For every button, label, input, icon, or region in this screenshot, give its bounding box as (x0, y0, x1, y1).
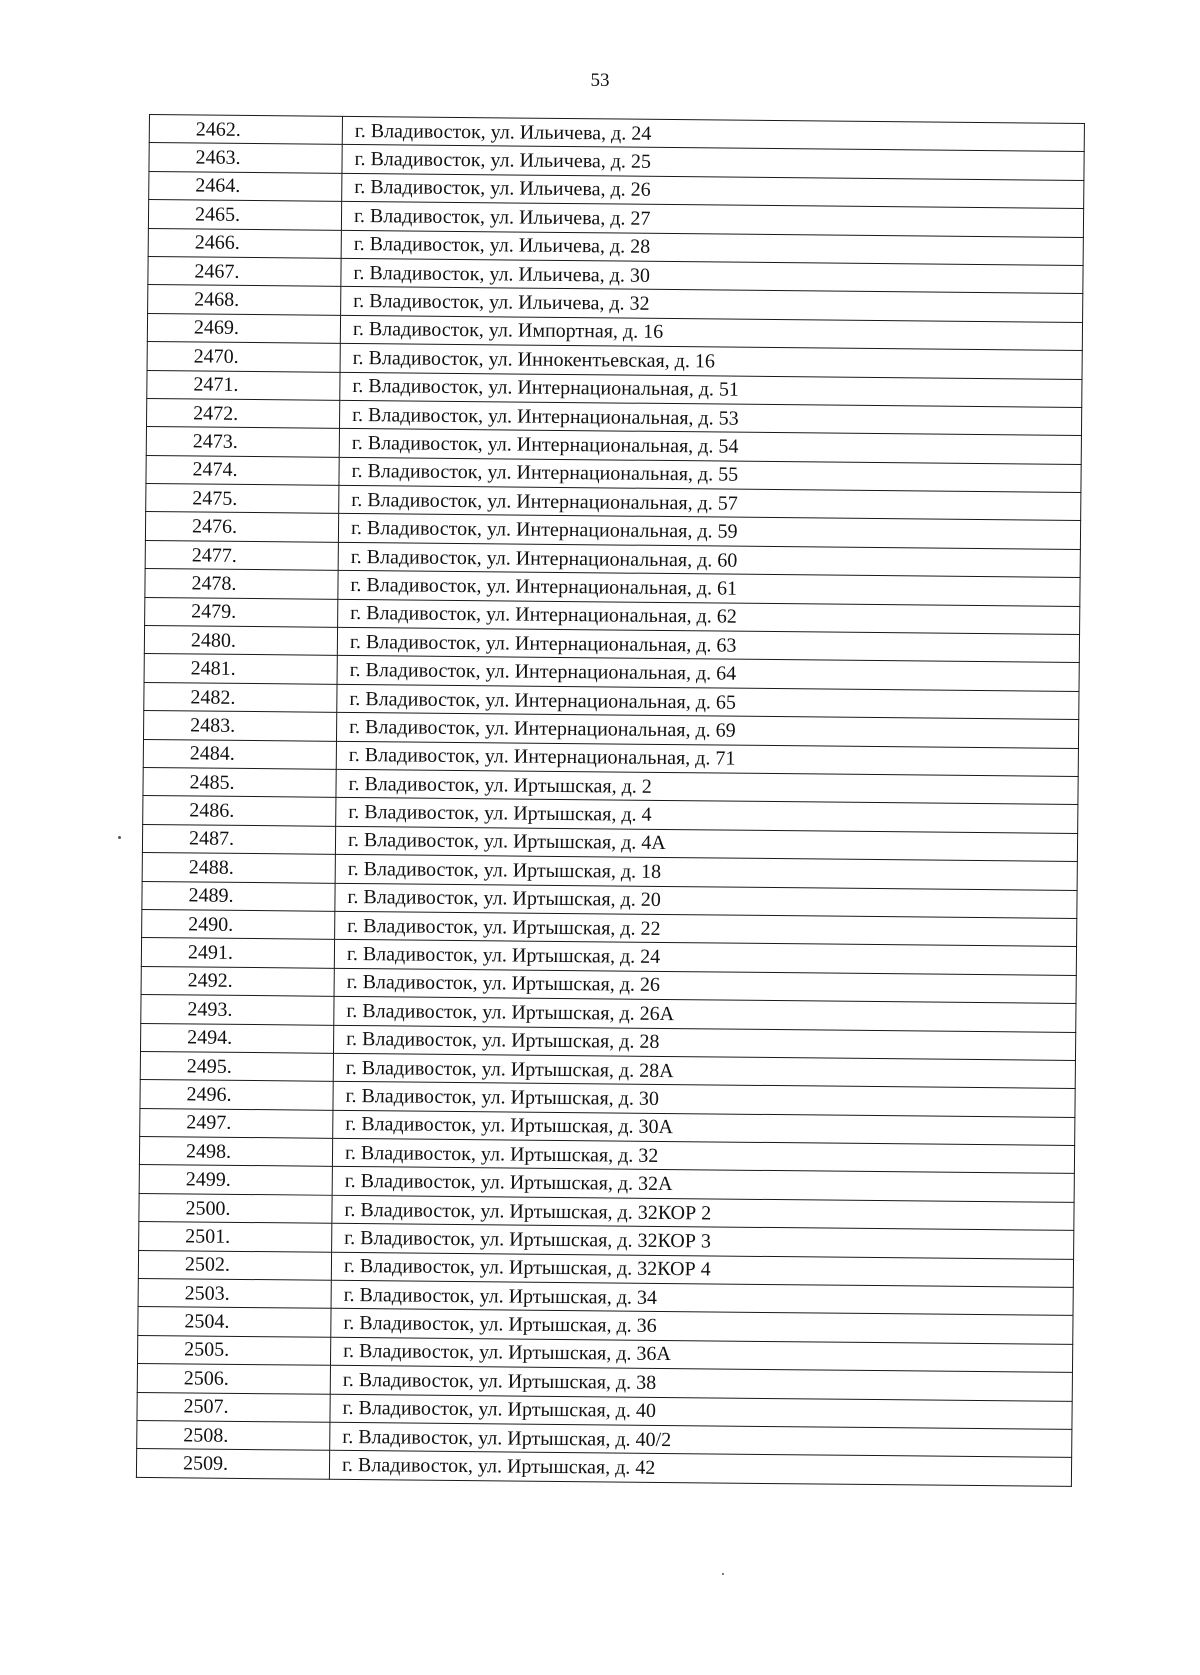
row-number-cell: 2472. (146, 398, 339, 428)
address-cell: г. Владивосток, ул. Иртышская, д. 4 (336, 798, 1078, 834)
scan-speck (118, 836, 121, 839)
address-cell: г. Владивосток, ул. Иртышская, д. 28 (333, 1025, 1075, 1061)
address-cell: г. Владивосток, ул. Интернациональная, д. 63 (337, 627, 1079, 663)
address-cell: г. Владивосток, ул. Иртышская, д. 42 (329, 1451, 1071, 1487)
row-number-cell: 2482. (144, 682, 337, 712)
row-number-cell: 2488. (142, 853, 335, 883)
address-cell: г. Владивосток, ул. Интернациональная, д. 64 (337, 656, 1079, 692)
address-cell: г. Владивосток, ул. Иртышская, д. 32КОР 4 (331, 1252, 1073, 1288)
row-number-cell: 2499. (139, 1165, 332, 1195)
address-cell: г. Владивосток, ул. Иртышская, д. 2 (336, 769, 1078, 805)
row-number-cell: 2500. (139, 1193, 332, 1223)
address-cell: г. Владивосток, ул. Ильичева, д. 28 (341, 230, 1083, 266)
address-cell: г. Владивосток, ул. Интернациональная, д. 59 (338, 514, 1080, 550)
address-cell: г. Владивосток, ул. Иртышская, д. 38 (330, 1365, 1072, 1401)
address-cell: г. Владивосток, ул. Интернациональная, д. 55 (339, 457, 1081, 493)
address-cell: г. Владивосток, ул. Ильичева, д. 30 (341, 258, 1083, 294)
address-cell: г. Владивосток, ул. Иртышская, д. 36 (331, 1309, 1073, 1345)
address-cell: г. Владивосток, ул. Иртышская, д. 40 (330, 1394, 1072, 1430)
address-cell: г. Владивосток, ул. Иртышская, д. 26 (334, 968, 1076, 1004)
row-number-cell: 2467. (148, 256, 341, 286)
row-number-cell: 2509. (136, 1449, 329, 1479)
address-cell: г. Владивосток, ул. Интернациональная, д. 51 (340, 372, 1082, 408)
address-cell: г. Владивосток, ул. Иннокентьевская, д. 16 (340, 343, 1082, 379)
row-number-cell: 2483. (143, 711, 336, 741)
row-number-cell: 2501. (139, 1222, 332, 1252)
row-number-cell: 2481. (144, 654, 337, 684)
row-number-cell: 2486. (143, 796, 336, 826)
row-number-cell: 2476. (145, 512, 338, 542)
row-number-cell: 2504. (138, 1307, 331, 1337)
row-number-cell: 2484. (143, 739, 336, 769)
address-cell: г. Владивосток, ул. Иртышская, д. 30А (333, 1110, 1075, 1146)
address-cell: г. Владивосток, ул. Иртышская, д. 28А (333, 1053, 1075, 1089)
address-cell: г. Владивосток, ул. Иртышская, д. 36А (330, 1337, 1072, 1373)
row-number-cell: 2468. (148, 285, 341, 315)
row-number-cell: 2462. (149, 115, 342, 145)
row-number-cell: 2493. (141, 995, 334, 1025)
address-table-wrapper (136, 114, 1085, 1487)
row-number-cell: 2466. (148, 228, 341, 258)
address-table (136, 114, 1085, 1487)
row-number-cell: 2478. (145, 569, 338, 599)
row-number-cell: 2470. (147, 342, 340, 372)
row-number-cell: 2506. (137, 1364, 330, 1394)
address-cell: г. Владивосток, ул. Интернациональная, д. 54 (339, 429, 1081, 465)
row-number-cell: 2480. (144, 626, 337, 656)
address-cell: г. Владивосток, ул. Иртышская, д. 32А (332, 1167, 1074, 1203)
row-number-cell: 2479. (145, 597, 338, 627)
row-number-cell: 2474. (146, 455, 339, 485)
row-number-cell: 2475. (146, 484, 339, 514)
address-cell: г. Владивосток, ул. Ильичева, д. 32 (341, 287, 1083, 323)
address-cell: г. Владивосток, ул. Иртышская, д. 32КОР 3 (332, 1224, 1074, 1260)
row-number-cell: 2505. (138, 1335, 331, 1365)
scan-speck (722, 1573, 724, 1575)
address-cell: г. Владивосток, ул. Иртышская, д. 24 (334, 940, 1076, 976)
address-cell: г. Владивосток, ул. Интернациональная, д. 69 (336, 713, 1078, 749)
row-number-cell: 2507. (137, 1392, 330, 1422)
row-number-cell: 2491. (141, 938, 334, 968)
address-cell: г. Владивосток, ул. Интернациональная, д. 71 (336, 741, 1078, 777)
row-number-cell: 2494. (141, 1023, 334, 1053)
row-number-cell: 2497. (140, 1108, 333, 1138)
address-cell: г. Владивосток, ул. Интернациональная, д. 62 (338, 599, 1080, 635)
row-number-cell: 2485. (143, 767, 336, 797)
row-number-cell: 2498. (139, 1137, 332, 1167)
row-number-cell: 2495. (140, 1051, 333, 1081)
address-cell: г. Владивосток, ул. Интернациональная, д. 60 (338, 542, 1080, 578)
address-cell: г. Владивосток, ул. Интернациональная, д. 57 (339, 485, 1081, 521)
address-cell: г. Владивосток, ул. Интернациональная, д. 61 (338, 571, 1080, 607)
address-cell: г. Владивосток, ул. Импортная, д. 16 (340, 315, 1082, 351)
row-number-cell: 2463. (149, 143, 342, 173)
row-number-cell: 2469. (147, 313, 340, 343)
row-number-cell: 2496. (140, 1080, 333, 1110)
row-number-cell: 2464. (149, 171, 342, 201)
row-number-cell: 2471. (147, 370, 340, 400)
address-cell: г. Владивосток, ул. Иртышская, д. 32 (332, 1138, 1074, 1174)
address-cell: г. Владивосток, ул. Ильичева, д. 24 (342, 116, 1084, 152)
address-cell: г. Владивосток, ул. Иртышская, д. 40/2 (330, 1422, 1072, 1458)
address-cell: г. Владивосток, ул. Иртышская, д. 30 (333, 1082, 1075, 1118)
address-cell: г. Владивосток, ул. Ильичева, д. 25 (342, 145, 1084, 181)
address-cell: г. Владивосток, ул. Иртышская, д. 18 (335, 854, 1077, 890)
address-cell: г. Владивосток, ул. Иртышская, д. 20 (335, 883, 1077, 919)
row-number-cell: 2489. (142, 881, 335, 911)
address-cell: г. Владивосток, ул. Иртышская, д. 26А (334, 996, 1076, 1032)
row-number-cell: 2508. (137, 1420, 330, 1450)
address-cell: г. Владивосток, ул. Ильичева, д. 27 (341, 202, 1083, 238)
page-number: 53 (590, 70, 610, 91)
address-cell: г. Владивосток, ул. Интернациональная, д. 65 (337, 684, 1079, 720)
address-cell: г. Владивосток, ул. Иртышская, д. 22 (335, 911, 1077, 947)
row-number-cell: 2477. (145, 540, 338, 570)
row-number-cell: 2490. (142, 909, 335, 939)
address-cell: г. Владивосток, ул. Иртышская, д. 32КОР 2 (332, 1195, 1074, 1231)
row-number-cell: 2492. (141, 966, 334, 996)
row-number-cell: 2502. (138, 1250, 331, 1280)
address-cell: г. Владивосток, ул. Иртышская, д. 4А (335, 826, 1077, 862)
address-cell: г. Владивосток, ул. Иртышская, д. 34 (331, 1280, 1073, 1316)
address-table-body (136, 115, 1084, 1487)
row-number-cell: 2503. (138, 1278, 331, 1308)
row-number-cell: 2473. (146, 427, 339, 457)
address-cell: г. Владивосток, ул. Интернациональная, д. 53 (339, 400, 1081, 436)
row-number-cell: 2465. (148, 200, 341, 230)
address-cell: г. Владивосток, ул. Ильичева, д. 26 (342, 173, 1084, 209)
row-number-cell: 2487. (142, 824, 335, 854)
